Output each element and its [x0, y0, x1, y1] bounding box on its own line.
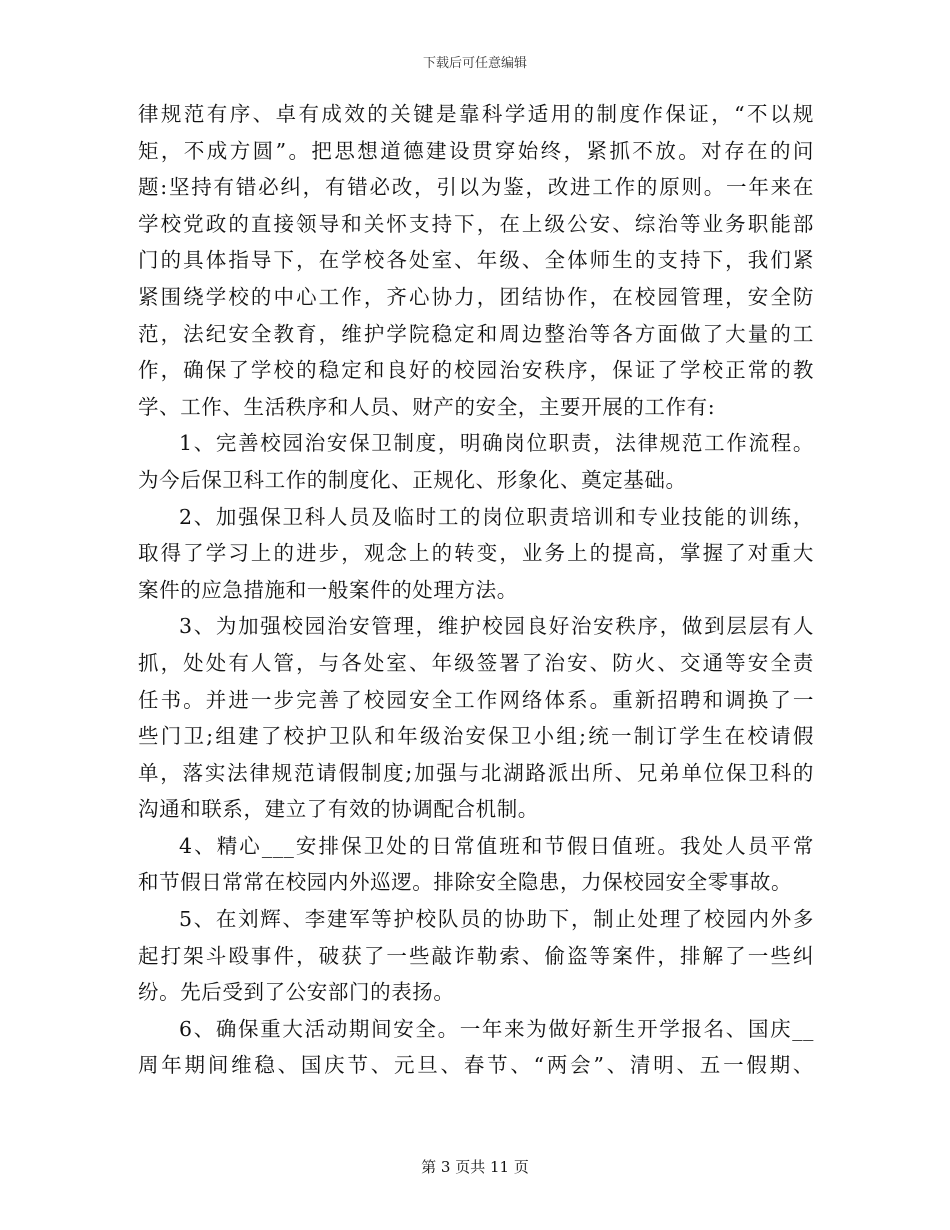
text-line: 6、确保重大活动期间安全。一年来为做好新生开学报名、国庆__ [179, 1016, 814, 1041]
text-line: 抓，处处有人管，与各处室、年级签署了治安、防火、交通等安全责 [138, 650, 814, 675]
text-line: 题:坚持有错必纠，有错必改，引以为鉴，改进工作的原则。一年来在 [138, 175, 814, 200]
paragraph-item-3 [138, 608, 814, 828]
text-line: 矩，不成方圆”。把思想道德建设贯穿始终，紧抓不放。对存在的问 [138, 138, 814, 163]
text-line: 些门卫;组建了校护卫队和年级治安保卫小组;统一制订学生在校请假 [138, 724, 814, 749]
text-line: 取得了学习上的进步，观念上的转变，业务上的提高，掌握了对重大 [138, 541, 814, 566]
text-line: 3、为加强校园治安管理，维护校园良好治安秩序，做到层层有人 [179, 614, 814, 639]
document-body [138, 96, 814, 1084]
text-line: 纷。先后受到了公安部门的表扬。 [138, 980, 455, 1005]
text-line: 门的具体指导下，在学校各处室、年级、全体师生的支持下，我们紧 [138, 248, 814, 273]
text-line: 和节假日常常在校园内外巡逻。排除安全隐患，力保校园安全零事故。 [138, 870, 793, 895]
paragraph-item-2 [138, 499, 814, 609]
text-line: 案件的应急措施和一般案件的处理方法。 [138, 577, 518, 602]
paragraph-item-4 [138, 828, 814, 901]
text-line: 周年期间维稳、国庆节、元旦、春节、“两会”、清明、五一假期、 [138, 1053, 814, 1078]
text-line: 为今后保卫科工作的制度化、正规化、形象化、奠定基础。 [138, 467, 687, 492]
text-line: 范，法纪安全教育，维护学院稳定和周边整治等各方面做了大量的工 [138, 321, 814, 346]
text-line: 起打架斗殴事件，破获了一些敲诈勒索、偷盗等案件，排解了一些纠 [138, 943, 814, 968]
paragraph-item-1 [138, 425, 814, 498]
text-line: 作，确保了学校的稳定和良好的校园治安秩序，保证了学校正常的教 [138, 358, 814, 383]
text-line: 1、完善校园治安保卫制度，明确岗位职责，法律规范工作流程。 [179, 431, 814, 456]
text-line: 4、精心___安排保卫处的日常值班和节假日值班。我处人员平常 [179, 833, 814, 858]
page-header: 下载后可任意编辑 [422, 56, 527, 71]
text-line: 律规范有序、卓有成效的关键是靠科学适用的制度作保证，“不以规 [138, 102, 814, 126]
text-line: 学校党政的直接领导和关怀支持下，在上级公安、综治等业务职能部 [138, 211, 814, 236]
text-line: 学、工作、生活秩序和人员、财产的安全，主要开展的工作有: [138, 394, 716, 419]
text-line: 单，落实法律规范请假制度;加强与北湖路派出所、兄弟单位保卫科的 [138, 760, 814, 785]
text-line: 紧围绕学校的中心工作，齐心协力，团结协作，在校园管理，安全防 [138, 284, 814, 309]
page-number: 第 3 页共 11 页 [421, 1158, 529, 1176]
text-line: 任书。并进一步完善了校园安全工作网络体系。重新招聘和调换了一 [138, 687, 814, 712]
text-line: 5、在刘辉、李建军等护校队员的协助下，制止处理了校园内外多 [179, 907, 814, 932]
text-line: 2、加强保卫科人员及临时工的岗位职责培训和专业技能的训练， [179, 504, 814, 529]
text-line: 沟通和联系，建立了有效的协调配合机制。 [138, 797, 539, 822]
paragraph-intro [138, 96, 814, 425]
paragraph-item-6 [138, 1011, 814, 1084]
paragraph-item-5 [138, 901, 814, 1011]
